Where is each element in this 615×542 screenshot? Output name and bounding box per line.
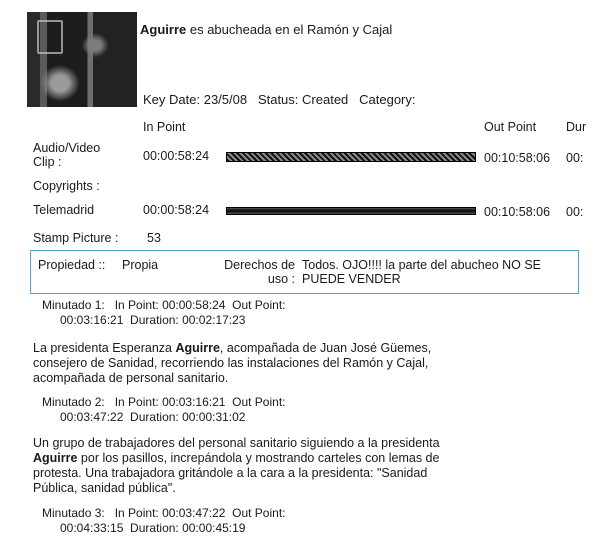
propiedad-value: Propia: [122, 258, 159, 272]
row-audio-video-dur: 00:: [566, 151, 584, 165]
clip-title-bold: Aguirre: [140, 22, 187, 37]
clip-title: [140, 22, 392, 37]
derechos-value: [302, 258, 541, 286]
col-duration: Dur: [566, 120, 587, 134]
stamp-picture-label: Stamp Picture :: [33, 231, 119, 245]
stamp-picture-value: 53: [147, 231, 161, 245]
minutado-2: [42, 395, 286, 425]
row-audio-video-label-1: Audio/Video: [33, 141, 101, 155]
minutado-2-line2: 00:03:47:22 Duration: 00:00:31:02: [60, 410, 246, 424]
minutado-1-description: [33, 341, 473, 386]
row-audio-video-label: [33, 141, 100, 169]
status-label: Status:: [257, 92, 299, 107]
minutado-3: [42, 506, 286, 536]
minutado-1: [42, 298, 286, 328]
desc1-bold: Aguirre: [175, 341, 220, 355]
propiedad-label: Propiedad ::: [38, 258, 106, 272]
desc1-a: La presidenta Esperanza: [33, 341, 176, 355]
col-out-point: Out Point: [484, 120, 537, 134]
row-telemadrid-out: 00:10:58:06: [484, 205, 551, 219]
minutado-3-line1: Minutado 3: In Point: 00:03:47:22 Out Point:: [42, 506, 286, 520]
desc1-b: , acompañada de Juan José Güemes, consejero de Sanidad, recorriendo las instalaciones del Ramón y Cajal, acompañada de personal sanitario.: [33, 341, 432, 385]
derechos-label: [220, 258, 295, 286]
row-audio-video-in: 00:00:58:24: [143, 149, 210, 163]
minutado-3-line2: 00:04:33:15 Duration: 00:00:45:19: [60, 521, 246, 535]
timeline-bar-audio-video[interactable]: [226, 152, 476, 162]
minutado-2-description: [33, 436, 473, 496]
minutado-1-line2: 00:03:16:21 Duration: 00:02:17:23: [60, 313, 246, 327]
col-in-point: In Point: [143, 120, 186, 134]
status-value: Created: [302, 92, 349, 107]
clip-title-rest: es abucheada en el Ramón y Cajal: [189, 22, 393, 37]
desc2-a: Un grupo de trabajadores del personal sanitario siguiendo a la presidenta: [33, 436, 440, 450]
clip-meta: [143, 92, 416, 107]
derechos-value-1: Todos. OJO!!!! la parte del abucheo NO SE: [302, 258, 542, 272]
row-copyrights-label: Copyrights :: [33, 179, 100, 193]
row-telemadrid-in: 00:00:58:24: [143, 203, 210, 217]
row-audio-video-label-2: Clip :: [33, 155, 62, 169]
category-label: Category:: [359, 92, 416, 107]
minutado-2-line1: Minutado 2: In Point: 00:03:16:21 Out Point:: [42, 395, 286, 409]
key-date-label: Key Date:: [143, 92, 201, 107]
row-telemadrid-dur: 00:: [566, 205, 584, 219]
derechos-label-2: uso :: [267, 272, 295, 286]
desc2-bold: Aguirre: [33, 451, 78, 465]
row-telemadrid-label: Telemadrid: [33, 203, 95, 217]
row-audio-video-out: 00:10:58:06: [484, 151, 551, 165]
key-date-value: 23/5/08: [203, 92, 248, 107]
derechos-value-2: PUEDE VENDER: [302, 272, 401, 286]
minutado-1-line1: Minutado 1: In Point: 00:00:58:24 Out Point:: [42, 298, 286, 312]
clip-thumbnail[interactable]: [27, 12, 137, 107]
desc2-b: por los pasillos, increpándola y mostrando carteles con lemas de protesta. Una trabajadora gritándole a la cara a la presidenta: "Sanidad Pública, sanidad pública".: [33, 451, 440, 495]
derechos-label-1: Derechos de: [224, 258, 295, 272]
timeline-bar-telemadrid[interactable]: [226, 207, 476, 215]
